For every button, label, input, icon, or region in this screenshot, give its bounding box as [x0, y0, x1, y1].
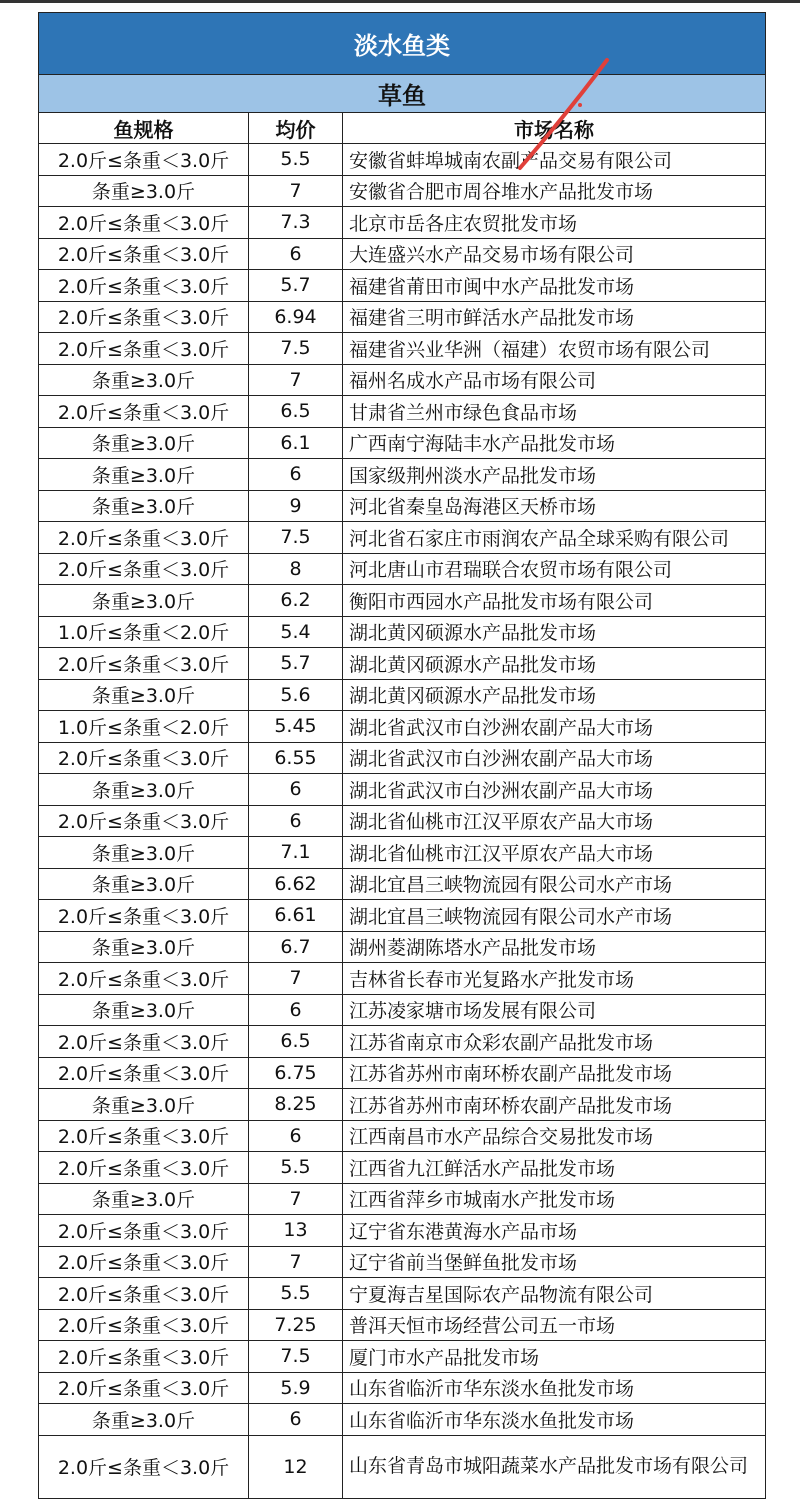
price-cell: 8 — [249, 553, 343, 585]
spec-cell: 2.0斤≤条重＜3.0斤 — [39, 1026, 249, 1058]
market-cell: 普洱天恒市场经营公司五一市场 — [343, 1309, 766, 1341]
table-row — [39, 585, 766, 617]
market-cell: 衡阳市西园水产品批发市场有限公司 — [343, 585, 766, 617]
table-row — [39, 1120, 766, 1152]
spec-cell: 条重≥3.0斤 — [39, 931, 249, 963]
table-row — [39, 1152, 766, 1184]
market-cell: 福建省三明市鲜活水产品批发市场 — [343, 301, 766, 333]
spec-cell: 2.0斤≤条重＜3.0斤 — [39, 1435, 249, 1498]
market-cell: 安徽省蚌埠城南农副产品交易有限公司 — [343, 144, 766, 176]
table-row — [39, 1404, 766, 1436]
table-row — [39, 994, 766, 1026]
table-row — [39, 1246, 766, 1278]
table-row — [39, 207, 766, 239]
price-cell: 6 — [249, 805, 343, 837]
price-cell: 6 — [249, 238, 343, 270]
table-row — [39, 711, 766, 743]
market-cell: 吉林省长春市光复路水产批发市场 — [343, 963, 766, 995]
column-header-spec: 鱼规格 — [39, 113, 249, 144]
table-row — [39, 1435, 766, 1498]
spec-cell: 2.0斤≤条重＜3.0斤 — [39, 333, 249, 365]
price-cell: 6.61 — [249, 900, 343, 932]
spec-cell: 条重≥3.0斤 — [39, 774, 249, 806]
spec-cell: 1.0斤≤条重＜2.0斤 — [39, 711, 249, 743]
table-title: 淡水鱼类 — [39, 13, 766, 75]
spec-cell: 2.0斤≤条重＜3.0斤 — [39, 1057, 249, 1089]
market-cell: 湖州菱湖陈塔水产品批发市场 — [343, 931, 766, 963]
price-cell: 6.5 — [249, 396, 343, 428]
table-row — [39, 459, 766, 491]
table-row — [39, 490, 766, 522]
price-cell: 7 — [249, 364, 343, 396]
spec-cell: 条重≥3.0斤 — [39, 364, 249, 396]
market-cell: 河北省石家庄市雨润农产品全球采购有限公司 — [343, 522, 766, 554]
table-row — [39, 963, 766, 995]
spec-cell: 2.0斤≤条重＜3.0斤 — [39, 805, 249, 837]
market-cell: 宁夏海吉星国际农产品物流有限公司 — [343, 1278, 766, 1310]
spec-cell: 2.0斤≤条重＜3.0斤 — [39, 553, 249, 585]
table-row — [39, 301, 766, 333]
spec-cell: 2.0斤≤条重＜3.0斤 — [39, 900, 249, 932]
table-row — [39, 1341, 766, 1373]
table-row — [39, 1215, 766, 1247]
price-cell: 12 — [249, 1435, 343, 1498]
price-cell: 6 — [249, 1120, 343, 1152]
price-cell: 6.75 — [249, 1057, 343, 1089]
spec-cell: 2.0斤≤条重＜3.0斤 — [39, 207, 249, 239]
price-cell: 5.6 — [249, 679, 343, 711]
table-row — [39, 364, 766, 396]
table-row — [39, 900, 766, 932]
table-row — [39, 648, 766, 680]
table-row — [39, 1183, 766, 1215]
market-cell: 广西南宁海陆丰水产品批发市场 — [343, 427, 766, 459]
spec-cell: 2.0斤≤条重＜3.0斤 — [39, 144, 249, 176]
market-cell: 湖北黄冈硕源水产品批发市场 — [343, 679, 766, 711]
table-row — [39, 333, 766, 365]
price-cell: 7.25 — [249, 1309, 343, 1341]
market-cell: 福建省莆田市闽中水产品批发市场 — [343, 270, 766, 302]
market-cell: 国家级荆州淡水产品批发市场 — [343, 459, 766, 491]
price-cell: 13 — [249, 1215, 343, 1247]
price-cell: 9 — [249, 490, 343, 522]
price-cell: 5.7 — [249, 270, 343, 302]
price-cell: 6 — [249, 1404, 343, 1436]
table-row — [39, 931, 766, 963]
price-cell: 6.55 — [249, 742, 343, 774]
table-row — [39, 270, 766, 302]
spec-cell: 条重≥3.0斤 — [39, 427, 249, 459]
price-cell: 6.94 — [249, 301, 343, 333]
table-row — [39, 837, 766, 869]
market-cell: 辽宁省前当堡鲜鱼批发市场 — [343, 1246, 766, 1278]
table-row — [39, 1309, 766, 1341]
header-row — [39, 113, 766, 144]
market-cell: 江苏省苏州市南环桥农副产品批发市场 — [343, 1089, 766, 1121]
table-subtitle: 草鱼 — [39, 75, 766, 113]
spec-cell: 1.0斤≤条重＜2.0斤 — [39, 616, 249, 648]
price-cell: 7.3 — [249, 207, 343, 239]
spec-cell: 条重≥3.0斤 — [39, 490, 249, 522]
spec-cell: 2.0斤≤条重＜3.0斤 — [39, 742, 249, 774]
spec-cell: 2.0斤≤条重＜3.0斤 — [39, 648, 249, 680]
spec-cell: 2.0斤≤条重＜3.0斤 — [39, 1215, 249, 1247]
market-cell: 湖北省武汉市白沙洲农副产品大市场 — [343, 774, 766, 806]
price-cell: 6.2 — [249, 585, 343, 617]
price-cell: 7.1 — [249, 837, 343, 869]
market-cell: 山东省临沂市华东淡水鱼批发市场 — [343, 1404, 766, 1436]
spec-cell: 2.0斤≤条重＜3.0斤 — [39, 238, 249, 270]
market-cell: 山东省临沂市华东淡水鱼批发市场 — [343, 1372, 766, 1404]
price-cell: 6.62 — [249, 868, 343, 900]
price-cell: 5.5 — [249, 1152, 343, 1184]
table-row — [39, 1057, 766, 1089]
spec-cell: 2.0斤≤条重＜3.0斤 — [39, 396, 249, 428]
spec-cell: 条重≥3.0斤 — [39, 994, 249, 1026]
market-cell: 北京市岳各庄农贸批发市场 — [343, 207, 766, 239]
price-cell: 6 — [249, 774, 343, 806]
price-cell: 7 — [249, 175, 343, 207]
price-cell: 7 — [249, 1246, 343, 1278]
price-cell: 5.5 — [249, 1278, 343, 1310]
market-cell: 福建省兴业华洲（福建）农贸市场有限公司 — [343, 333, 766, 365]
market-cell: 湖北宜昌三峡物流园有限公司水产市场 — [343, 900, 766, 932]
price-cell: 6.1 — [249, 427, 343, 459]
price-table — [38, 12, 766, 1499]
price-cell: 5.45 — [249, 711, 343, 743]
market-cell: 福州名成水产品市场有限公司 — [343, 364, 766, 396]
spec-cell: 2.0斤≤条重＜3.0斤 — [39, 1246, 249, 1278]
table-row — [39, 616, 766, 648]
market-cell: 山东省青岛市城阳蔬菜水产品批发市场有限公司 — [343, 1435, 766, 1498]
spec-cell: 条重≥3.0斤 — [39, 459, 249, 491]
price-cell: 5.5 — [249, 144, 343, 176]
spec-cell: 2.0斤≤条重＜3.0斤 — [39, 1278, 249, 1310]
spec-cell: 条重≥3.0斤 — [39, 679, 249, 711]
market-cell: 辽宁省东港黄海水产品市场 — [343, 1215, 766, 1247]
market-cell: 大连盛兴水产品交易市场有限公司 — [343, 238, 766, 270]
table-row — [39, 1089, 766, 1121]
price-cell: 8.25 — [249, 1089, 343, 1121]
spec-cell: 2.0斤≤条重＜3.0斤 — [39, 301, 249, 333]
spec-cell: 2.0斤≤条重＜3.0斤 — [39, 270, 249, 302]
price-cell: 7.5 — [249, 333, 343, 365]
market-cell: 江苏凌家塘市场发展有限公司 — [343, 994, 766, 1026]
table-row — [39, 553, 766, 585]
table-row — [39, 238, 766, 270]
price-cell: 6 — [249, 459, 343, 491]
table-row — [39, 427, 766, 459]
spec-cell: 条重≥3.0斤 — [39, 175, 249, 207]
market-cell: 江西省萍乡市城南水产批发市场 — [343, 1183, 766, 1215]
table-row — [39, 1278, 766, 1310]
price-cell: 6 — [249, 994, 343, 1026]
table-row — [39, 742, 766, 774]
table-row — [39, 868, 766, 900]
market-cell: 河北唐山市君瑞联合农贸市场有限公司 — [343, 553, 766, 585]
market-cell: 江西省九江鲜活水产品批发市场 — [343, 1152, 766, 1184]
spec-cell: 条重≥3.0斤 — [39, 868, 249, 900]
table-row — [39, 396, 766, 428]
spec-cell: 条重≥3.0斤 — [39, 1404, 249, 1436]
spec-cell: 条重≥3.0斤 — [39, 1089, 249, 1121]
market-cell: 湖北黄冈硕源水产品批发市场 — [343, 616, 766, 648]
price-cell: 7 — [249, 963, 343, 995]
market-cell: 甘肃省兰州市绿色食品市场 — [343, 396, 766, 428]
spec-cell: 2.0斤≤条重＜3.0斤 — [39, 1341, 249, 1373]
price-cell: 7.5 — [249, 1341, 343, 1373]
spec-cell: 2.0斤≤条重＜3.0斤 — [39, 1152, 249, 1184]
market-cell: 湖北省武汉市白沙洲农副产品大市场 — [343, 711, 766, 743]
market-cell: 湖北黄冈硕源水产品批发市场 — [343, 648, 766, 680]
price-cell: 7.5 — [249, 522, 343, 554]
table-row — [39, 679, 766, 711]
market-cell: 江苏省南京市众彩农副产品批发市场 — [343, 1026, 766, 1058]
table-row — [39, 1372, 766, 1404]
market-cell: 江苏省苏州市南环桥农副产品批发市场 — [343, 1057, 766, 1089]
spec-cell: 条重≥3.0斤 — [39, 585, 249, 617]
market-cell: 湖北宜昌三峡物流园有限公司水产市场 — [343, 868, 766, 900]
market-cell: 湖北省武汉市白沙洲农副产品大市场 — [343, 742, 766, 774]
market-cell: 安徽省合肥市周谷堆水产品批发市场 — [343, 175, 766, 207]
table-row — [39, 805, 766, 837]
market-cell: 江西南昌市水产品综合交易批发市场 — [343, 1120, 766, 1152]
table-row — [39, 522, 766, 554]
price-cell: 6.7 — [249, 931, 343, 963]
price-cell: 5.9 — [249, 1372, 343, 1404]
column-header-market: 市场名称 — [343, 113, 766, 144]
table-row — [39, 1026, 766, 1058]
price-cell: 5.7 — [249, 648, 343, 680]
price-cell: 5.4 — [249, 616, 343, 648]
spec-cell: 条重≥3.0斤 — [39, 837, 249, 869]
table-row — [39, 774, 766, 806]
market-cell: 湖北省仙桃市江汉平原农产品大市场 — [343, 805, 766, 837]
spec-cell: 2.0斤≤条重＜3.0斤 — [39, 1120, 249, 1152]
spec-cell: 2.0斤≤条重＜3.0斤 — [39, 522, 249, 554]
spec-cell: 2.0斤≤条重＜3.0斤 — [39, 963, 249, 995]
column-header-price: 均价 — [249, 113, 343, 144]
spec-cell: 条重≥3.0斤 — [39, 1183, 249, 1215]
market-cell: 厦门市水产品批发市场 — [343, 1341, 766, 1373]
table-row — [39, 144, 766, 176]
market-cell: 湖北省仙桃市江汉平原农产品大市场 — [343, 837, 766, 869]
table-row — [39, 175, 766, 207]
market-cell: 河北省秦皇岛海港区天桥市场 — [343, 490, 766, 522]
price-cell: 7 — [249, 1183, 343, 1215]
spec-cell: 2.0斤≤条重＜3.0斤 — [39, 1372, 249, 1404]
spec-cell: 2.0斤≤条重＜3.0斤 — [39, 1309, 249, 1341]
price-cell: 6.5 — [249, 1026, 343, 1058]
top-bar — [0, 0, 800, 3]
